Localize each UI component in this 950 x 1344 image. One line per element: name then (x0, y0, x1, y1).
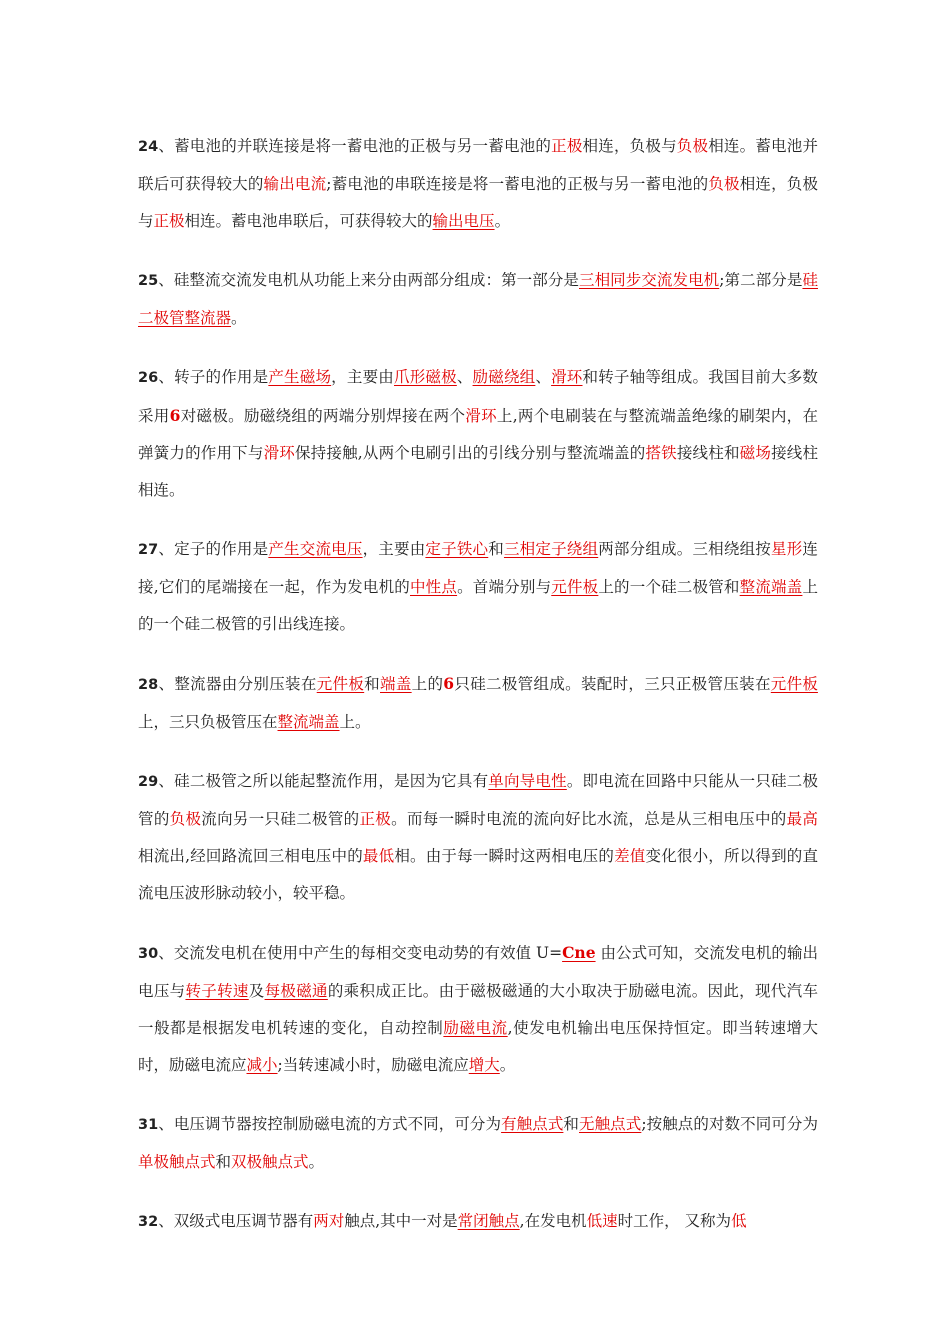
item-number: 30 (138, 946, 159, 962)
question-text: 和 (364, 675, 380, 693)
answer-text: 单极触点式 (138, 1153, 216, 1171)
answer-text: 6 (169, 406, 181, 425)
answer-text: 增大 (468, 1056, 500, 1074)
paragraph (138, 1106, 818, 1181)
question-text: 保持接触,从两个电刷引出的引线分别与整流端盖的 (294, 444, 646, 462)
answer-text: 三相定子绕组 (503, 540, 599, 558)
answer-text: 最低 (362, 847, 395, 865)
answer-text: 正极 (359, 810, 392, 828)
answer-text: 正极 (551, 137, 583, 155)
answer-text: 产生磁场 (268, 368, 332, 386)
answer-text: 整流端盖 (739, 578, 803, 596)
question-text: ,在发电机 (519, 1212, 587, 1230)
item-number: 29 (138, 774, 159, 790)
answer-text: 两对 (313, 1212, 345, 1230)
question-text: 、转子的作用是 (158, 368, 269, 386)
question-text: 相。由于每一瞬时这两相电压的 (394, 847, 615, 865)
question-text: 上的一个硅二极管的引出线连接。 (138, 578, 818, 633)
answer-text: 中性点 (409, 578, 458, 596)
answer-text: 滑环 (465, 407, 497, 425)
question-text: 连接,它们的尾端接在一起，作为发电机的 (138, 540, 818, 596)
answer-text: 双极触点式 (231, 1153, 309, 1171)
question-text: 由公式可知，交流发电机的输出电压与 (138, 944, 818, 1000)
question-text: ;蓄电池的串联连接是将一蓄电池的正极与另一蓄电池的 (326, 175, 709, 193)
question-text: 、双级式电压调节器有 (158, 1212, 314, 1230)
answer-text: 低速 (586, 1212, 618, 1230)
paragraph (138, 128, 818, 240)
answer-text: 6 (443, 674, 455, 693)
question-text: ，主要由 (362, 540, 426, 558)
answer-text: 负极 (676, 137, 709, 155)
answer-text: 星形 (771, 540, 803, 558)
question-text: 相连，负极与 (138, 175, 818, 230)
question-text: 相流出,经回路流回三相电压中的 (138, 847, 363, 865)
question-text: 上的 (411, 675, 444, 693)
answer-text: 产生交流电压 (268, 540, 363, 558)
item-number: 24 (138, 139, 159, 155)
question-text: ，主要由 (331, 368, 394, 386)
answer-text: 搭铁 (645, 444, 677, 462)
question-text: 、定子的作用是 (158, 540, 269, 558)
question-text: 。 (499, 1056, 516, 1074)
answer-text: 三相同步交流发电机 (579, 271, 720, 289)
answer-text: 元件板 (316, 675, 365, 693)
answer-text: 无触点式 (579, 1115, 642, 1133)
item-number: 28 (138, 677, 159, 693)
paragraph (138, 531, 818, 643)
answer-text: 硅二极管整流器 (138, 271, 818, 327)
answer-text: 每极磁通 (264, 982, 328, 1000)
question-text: 对磁极。励磁绕组的两端分别焊接在两个 (180, 407, 466, 425)
answer-text: 减小 (246, 1056, 278, 1074)
answer-text: 元件板 (770, 675, 818, 693)
question-text: 的乘积成正比。由于磁极磁通的大小取决于励磁电流。因此，现代汽车一般都是根据发电机转速的变化，自动控制 (138, 982, 818, 1037)
question-text: 。即电流在回路中只能从一只硅二极管的 (138, 772, 818, 828)
question-text: 和 (488, 540, 504, 558)
question-text: 。首端分别与 (457, 578, 552, 596)
question-text: 、电压调节器按控制励磁电流的方式不同，可分为 (158, 1115, 502, 1133)
answer-text: 励磁电流 (443, 1019, 508, 1037)
question-text: 和 (563, 1115, 579, 1133)
question-text: 流向另一只硅二极管的 (201, 810, 360, 828)
question-text: 上。 (339, 713, 371, 731)
answer-text: 磁场 (739, 444, 772, 462)
answer-text: 滑环 (263, 444, 295, 462)
question-text: 和 (215, 1153, 232, 1171)
item-number: 26 (138, 370, 159, 386)
answer-text: 负极 (169, 810, 202, 828)
paragraph (138, 262, 818, 337)
question-text: 、整流器由分别压装在 (158, 675, 317, 693)
paragraph (138, 934, 818, 1084)
question-text: 时工作， 又称为 (617, 1212, 732, 1230)
answer-text: 单向导电性 (488, 772, 567, 790)
question-text: ;当转速减小时，励磁电流应 (277, 1056, 469, 1074)
answer-text: 输出电压 (432, 212, 495, 230)
paragraph (138, 665, 818, 741)
item-number: 25 (138, 273, 159, 289)
question-text: 上,两个电刷装在与整流端盖绝缘的刷架内，在弹簧力的作用下与 (138, 407, 818, 462)
question-text: 。 (494, 212, 511, 230)
answer-text: 励磁绕组 (472, 368, 536, 386)
paragraph (138, 359, 818, 509)
answer-text: 低 (731, 1212, 747, 1230)
item-number: 27 (138, 542, 159, 558)
answer-text: 常闭触点 (457, 1212, 520, 1230)
answer-text: 整流端盖 (277, 713, 340, 731)
question-text: 只硅二极管组成。装配时，三只正极管压装在 (454, 675, 771, 693)
question-text: 、 (456, 368, 473, 386)
answer-text: Cne (562, 943, 596, 962)
answer-text: 负极 (708, 175, 740, 193)
item-number: 32 (138, 1214, 159, 1230)
question-text: 上，三只负极管压在 (138, 713, 278, 731)
item-number: 31 (138, 1117, 159, 1133)
question-text: 相连。蓄电池串联后，可获得较大的 (184, 212, 433, 230)
question-text: 、 (535, 368, 552, 386)
question-text: 。 (308, 1153, 325, 1171)
question-text: ;第二部分是 (719, 271, 803, 289)
paragraph (138, 1203, 818, 1241)
question-text: 上的一个硅二极管和 (598, 578, 740, 596)
answer-text: 爪形磁极 (394, 368, 457, 386)
question-text: 、交流发电机在使用中产生的每相交变电动势的有效值 U= (158, 944, 563, 962)
question-text: 。而每一瞬时电流的流向好比水流，总是从三相电压中的 (391, 810, 787, 828)
question-text: 、硅整流交流发电机从功能上来分由两部分组成：第一部分是 (158, 271, 579, 289)
answer-text: 输出电流 (263, 175, 327, 193)
question-text: ,使发电机输出电压保持恒定。即当转速增大时，励磁电流应 (138, 1019, 818, 1074)
answer-text: 有触点式 (501, 1115, 564, 1133)
answer-text: 正极 (153, 212, 185, 230)
answer-text: 端盖 (380, 675, 412, 693)
answer-text: 差值 (614, 847, 646, 865)
document-body (138, 128, 818, 1263)
answer-text: 滑环 (551, 368, 583, 386)
question-text: ;按触点的对数不同可分为 (641, 1115, 818, 1133)
answer-text: 定子铁心 (425, 540, 489, 558)
question-text: 、硅二极管之所以能起整流作用，是因为它具有 (158, 772, 489, 790)
question-text: 、蓄电池的并联连接是将一蓄电池的正极与另一蓄电池的 (158, 137, 552, 155)
answer-text: 转子转速 (185, 982, 249, 1000)
paragraph (138, 763, 818, 912)
question-text: 及 (248, 982, 265, 1000)
question-text: 和转子轴等组成。我国目前大多数采用 (138, 368, 818, 425)
question-text: 相连。蓄电池并联后可获得较大的 (138, 137, 818, 193)
answer-text: 元件板 (551, 578, 599, 596)
question-text: 变化很小，所以得到的直流电压波形脉动较小，较平稳。 (138, 847, 818, 902)
question-text: 。 (231, 309, 247, 327)
question-text: 两部分组成。三相绕组按 (598, 540, 771, 558)
answer-text: 最高 (786, 810, 818, 828)
question-text: 接线柱相连。 (138, 444, 818, 499)
question-text: 接线柱和 (676, 444, 740, 462)
question-text: 触点,其中一对是 (344, 1212, 458, 1230)
question-text: 相连，负极与 (582, 137, 677, 155)
